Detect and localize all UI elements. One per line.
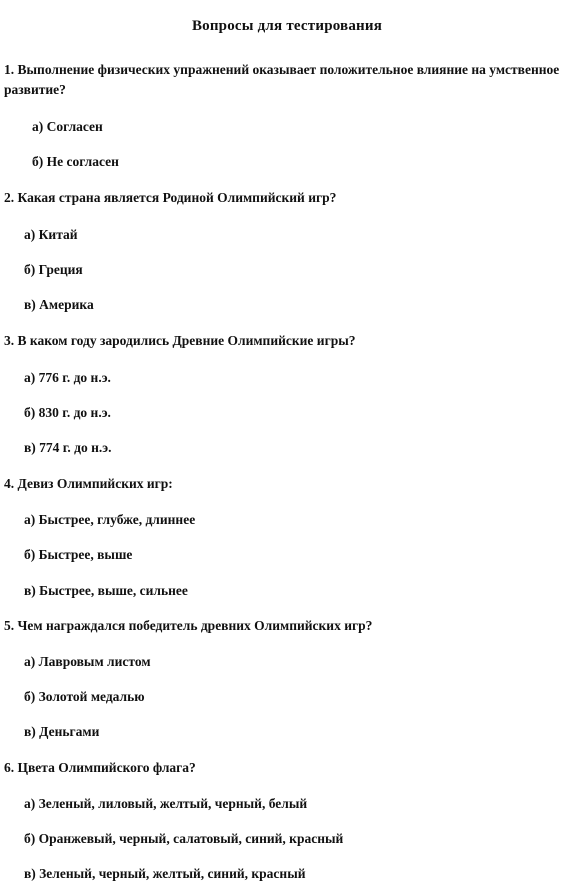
question-2: 2. Какая страна является Родиной Олимпийский игр? — [4, 190, 337, 205]
q5-option-b: б) Золотой медалью — [24, 689, 145, 704]
q2-option-b: б) Греция — [24, 262, 83, 277]
q5-option-a: а) Лавровым листом — [24, 654, 151, 669]
q6-option-a: а) Зеленый, лиловый, желтый, черный, белый — [24, 796, 308, 811]
question-6: 6. Цвета Олимпийского флага? — [4, 760, 196, 775]
q4-option-c: в) Быстрее, выше, сильнее — [24, 583, 188, 598]
q2-option-a: а) Китай — [24, 227, 78, 242]
question-4: 4. Девиз Олимпийских игр: — [4, 476, 173, 491]
q2-option-c: в) Америка — [24, 297, 94, 312]
question-3: 3. В каком году зародились Древние Олимпийские игры? — [4, 333, 356, 348]
q1-option-b: б) Не согласен — [32, 154, 119, 169]
q6-option-c: в) Зеленый, черный, желтый, синий, красный — [24, 866, 306, 881]
document-title: Вопросы для тестирования — [191, 18, 383, 34]
q5-option-c: в) Деньгами — [24, 724, 100, 739]
q1-option-a: а) Согласен — [32, 119, 103, 134]
q3-option-a: а) 776 г. до н.э. — [24, 370, 111, 385]
q4-option-b: б) Быстрее, выше — [24, 547, 133, 562]
q6-option-b: б) Оранжевый, черный, салатовый, синий, красный — [24, 831, 344, 846]
question-1: 1. Выполнение физических упражнений оказывает положительное влияние на умственное развитие? — [4, 62, 560, 97]
q3-option-b: б) 830 г. до н.э. — [24, 405, 111, 420]
q4-option-a: а) Быстрее, глубже, длиннее — [24, 512, 196, 527]
question-5: 5. Чем награждался победитель древних Олимпийских игр? — [4, 618, 373, 633]
q3-option-c: в) 774 г. до н.э. — [24, 440, 112, 455]
